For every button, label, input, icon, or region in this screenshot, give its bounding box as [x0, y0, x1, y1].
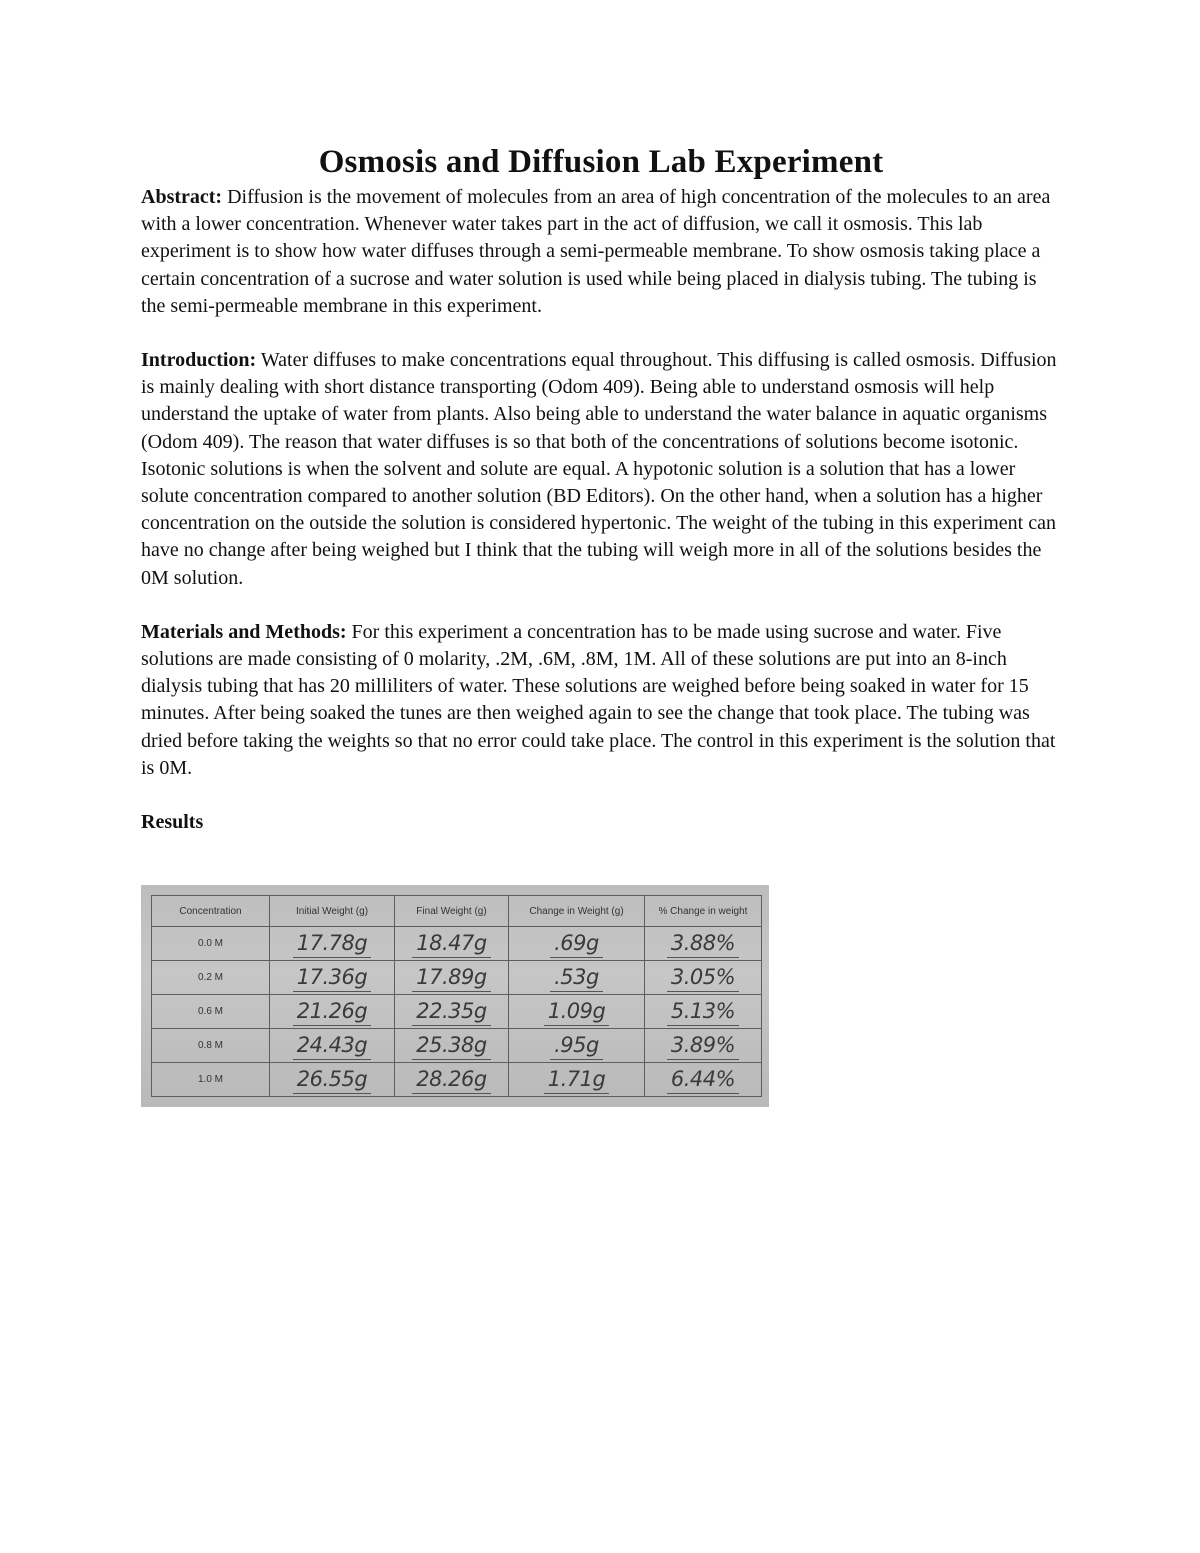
- handwritten-value: .69g: [550, 929, 603, 958]
- handwritten-value: 5.13%: [667, 997, 739, 1026]
- table-row: [152, 1029, 762, 1063]
- header-final-weight: Final Weight (g): [395, 896, 509, 927]
- handwritten-value: .95g: [550, 1031, 603, 1060]
- methods-paragraph: [141, 619, 1061, 782]
- paragraph-gap: [141, 320, 1061, 347]
- results-table: [151, 895, 762, 1097]
- results-heading: Results: [141, 811, 204, 834]
- handwritten-value: 3.89%: [667, 1031, 739, 1060]
- cell-percent-change: [645, 995, 762, 1029]
- header-initial-weight: Initial Weight (g): [270, 896, 395, 927]
- cell-initial-weight: [270, 995, 395, 1029]
- abstract-paragraph: [141, 184, 1061, 320]
- document-title: Osmosis and Diffusion Lab Experiment: [318, 144, 884, 180]
- introduction-paragraph: [141, 347, 1061, 592]
- handwritten-value: 24.43g: [293, 1031, 371, 1060]
- introduction-label: Introduction:: [141, 349, 257, 372]
- handwritten-value: .53g: [550, 963, 603, 992]
- cell-final-weight: [395, 1029, 509, 1063]
- table-row: [152, 995, 762, 1029]
- abstract-text: Diffusion is the movement of molecules from an area of high concentration of the molecules to an area with a lower concentration. Whenever water takes part in the act of diffusion, we call it osmosis. This lab experiment is to show how water diffuses through a semi-permeable membrane. To show osmosis taking place a certain concentration of a sucrose and water solution is used while being placed in dialysis tubing. The tubing is the semi-permeable membrane in this experiment.: [141, 186, 1051, 317]
- abstract-label: Abstract:: [141, 186, 223, 208]
- handwritten-value: 21.26g: [293, 997, 371, 1026]
- cell-concentration: 0.2 M: [152, 961, 270, 995]
- header-concentration: Concentration: [152, 896, 270, 927]
- cell-concentration: 0.8 M: [152, 1029, 270, 1063]
- cell-final-weight: [395, 995, 509, 1029]
- cell-percent-change: [645, 1029, 762, 1063]
- table-row: [152, 961, 762, 995]
- handwritten-value: 28.26g: [412, 1065, 490, 1094]
- handwritten-value: 22.35g: [412, 997, 490, 1026]
- table-row: [152, 1063, 762, 1097]
- handwritten-value: 1.71g: [544, 1065, 610, 1094]
- methods-label: Materials and Methods:: [141, 620, 347, 643]
- results-table-photo: [141, 885, 769, 1107]
- handwritten-value: 3.05%: [667, 963, 739, 992]
- introduction-text: Water diffuses to make concentrations equal throughout. This diffusing is called osmosis. Diffusion is mainly dealing with short distance transporting (Odom 409). Being able to understand osmosis will help understand the uptake of water from plants. Also being able to understand the water balance in aquatic organisms (Odom 409). The reason that water diffuses is so that both of the concentrations of solutions become isotonic. Isotonic solutions is when the solvent and solute are equal. A hypotonic solution is a solution that has a lower solute concentration compared to another solution (BD Editors). On the other hand, when a solution has a higher concentration on the outside the solution is considered hypertonic. The weight of the tubing in this experiment can have no change after being weighed but I think that the tubing will weigh more in all of the solutions besides the 0M solution.: [141, 349, 1057, 589]
- cell-initial-weight: [270, 927, 395, 961]
- handwritten-value: 1.09g: [544, 997, 610, 1026]
- cell-initial-weight: [270, 1063, 395, 1097]
- cell-concentration: 1.0 M: [152, 1063, 270, 1097]
- cell-final-weight: [395, 927, 509, 961]
- cell-initial-weight: [270, 1029, 395, 1063]
- cell-initial-weight: [270, 961, 395, 995]
- cell-change-in-weight: [509, 1029, 645, 1063]
- cell-percent-change: [645, 927, 762, 961]
- cell-change-in-weight: [509, 1063, 645, 1097]
- header-percent-change: % Change in weight: [645, 896, 762, 927]
- cell-change-in-weight: [509, 927, 645, 961]
- cell-final-weight: [395, 961, 509, 995]
- handwritten-value: 17.36g: [293, 963, 371, 992]
- handwritten-value: 6.44%: [667, 1065, 739, 1094]
- methods-text: For this experiment a concentration has to be made using sucrose and water. Five solutions are made consisting of 0 molarity, .2M, .6M, .8M, 1M. All of these solutions are put into an 8-inch dialysis tubing that has 20 milliliters of water. These solutions are weighed before being soaked in water for 15 minutes. After being soaked the tunes are then weighed again to see the change that took place. The tubing was dried before taking the weights so that no error could take place. The control in this experiment is the solution that is 0M.: [141, 620, 1056, 779]
- handwritten-value: 18.47g: [412, 929, 490, 958]
- paragraph-gap: [141, 782, 1061, 809]
- table-row: [152, 927, 762, 961]
- document-page: [141, 142, 1061, 836]
- cell-change-in-weight: [509, 995, 645, 1029]
- header-change-in-weight: Change in Weight (g): [509, 896, 645, 927]
- handwritten-value: 26.55g: [293, 1065, 371, 1094]
- table-header-row: [152, 896, 762, 927]
- cell-change-in-weight: [509, 961, 645, 995]
- handwritten-value: 3.88%: [667, 929, 739, 958]
- cell-concentration: 0.6 M: [152, 995, 270, 1029]
- cell-percent-change: [645, 1063, 762, 1097]
- cell-percent-change: [645, 961, 762, 995]
- paragraph-gap: [141, 592, 1061, 619]
- handwritten-value: 17.89g: [412, 963, 490, 992]
- cell-final-weight: [395, 1063, 509, 1097]
- cell-concentration: 0.0 M: [152, 927, 270, 961]
- handwritten-value: 25.38g: [412, 1031, 490, 1060]
- handwritten-value: 17.78g: [293, 929, 371, 958]
